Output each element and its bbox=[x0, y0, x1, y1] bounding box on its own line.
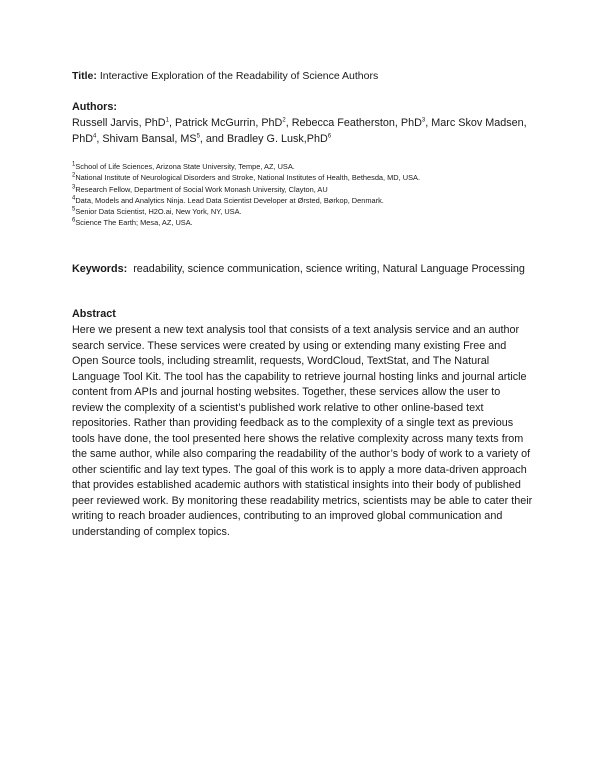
abstract-body: Here we present a new text analysis tool that consists of a text analysis service and an author search service. These services were created by using or extending many existing Free and Open Source tools, including streamlit, requests, WordCloud, TextStat, and The Natural Language Tool Kit. The tool has the capability to retrieve journal hosting links and journal article content from APIs and journal hosting websites. Together, these services allow the user to review the complexity of a scientist’s published work relative to other online-based text repositories. Rather than providing feedback as to the complexity of a single text as previous tools have done, the tool presented here shows the relative complexity across many texts from the same author, while also comparing the readability of the author’s body of work to a variety of other scientific and lay text types. The goal of this work is to apply a more data-driven approach that provides established academic authors with statistical insights into their body of published peer reviewed work. By monitoring these readability metrics, scientists may be able to cater their writing to reach broader audiences, contributing to an improved global communication and understanding of complex topics. bbox=[72, 324, 533, 538]
affiliation-list bbox=[72, 161, 542, 229]
keywords-line bbox=[72, 262, 534, 278]
affiliation-item: $^5$Senior Data Scientist, H2O.ai, New York, NY, USA. bbox=[72, 206, 242, 217]
author-affil-number: 1 bbox=[165, 117, 169, 124]
author-list bbox=[72, 116, 534, 147]
keywords-text: readability, science communication, science writing, Natural Language Processing bbox=[133, 263, 525, 275]
authors-heading: Authors: bbox=[72, 101, 117, 113]
title-label: Title: bbox=[72, 70, 97, 82]
author: Bradley G. Lusk,PhD$^6$ bbox=[226, 132, 332, 145]
keywords-label: Keywords: bbox=[72, 263, 128, 275]
author: Patrick McGurrin, PhD$^2$, bbox=[174, 117, 292, 129]
author-affil-number: 6 bbox=[327, 132, 332, 139]
author-affil-number: 5 bbox=[196, 132, 200, 139]
affiliation-item: $^1$School of Life Sciences, Arizona State University, Tempe, AZ, USA. bbox=[72, 161, 295, 171]
author: Russell Jarvis, PhD$^1$, bbox=[72, 117, 175, 129]
affiliation-item: $^4$Data, Models and Analytics Ninja. Lead Data Scientist Developer at Ørsted, Børkop, Denmark. bbox=[72, 195, 384, 205]
author: Marc Skov Madsen, PhD$^4$, bbox=[72, 117, 527, 145]
author: Shivam Bansal, $MS^5$, and bbox=[102, 132, 227, 145]
affiliation-item: $^6$Science The Earth; Mesa, AZ, USA. bbox=[72, 218, 193, 228]
abstract-heading: Abstract bbox=[72, 308, 116, 320]
author-affil-number: 3 bbox=[421, 117, 426, 124]
title-line bbox=[72, 70, 532, 83]
affiliation-item: $^2$National Institute of Neurological Disorders and Stroke, National Institutes of Health, Bethesda, MD, USA. bbox=[72, 172, 421, 183]
paper-title: Interactive Exploration of the Readability of Science Authors bbox=[99, 70, 379, 82]
author-affil-number: 4 bbox=[93, 132, 97, 139]
author-affil-number: 2 bbox=[282, 117, 286, 124]
author: Rebecca Featherston, PhD$^3$, bbox=[291, 117, 432, 129]
affiliation-item: $^3$Research Fellow, Department of Social Work Monash University, Clayton, AU bbox=[72, 184, 328, 194]
